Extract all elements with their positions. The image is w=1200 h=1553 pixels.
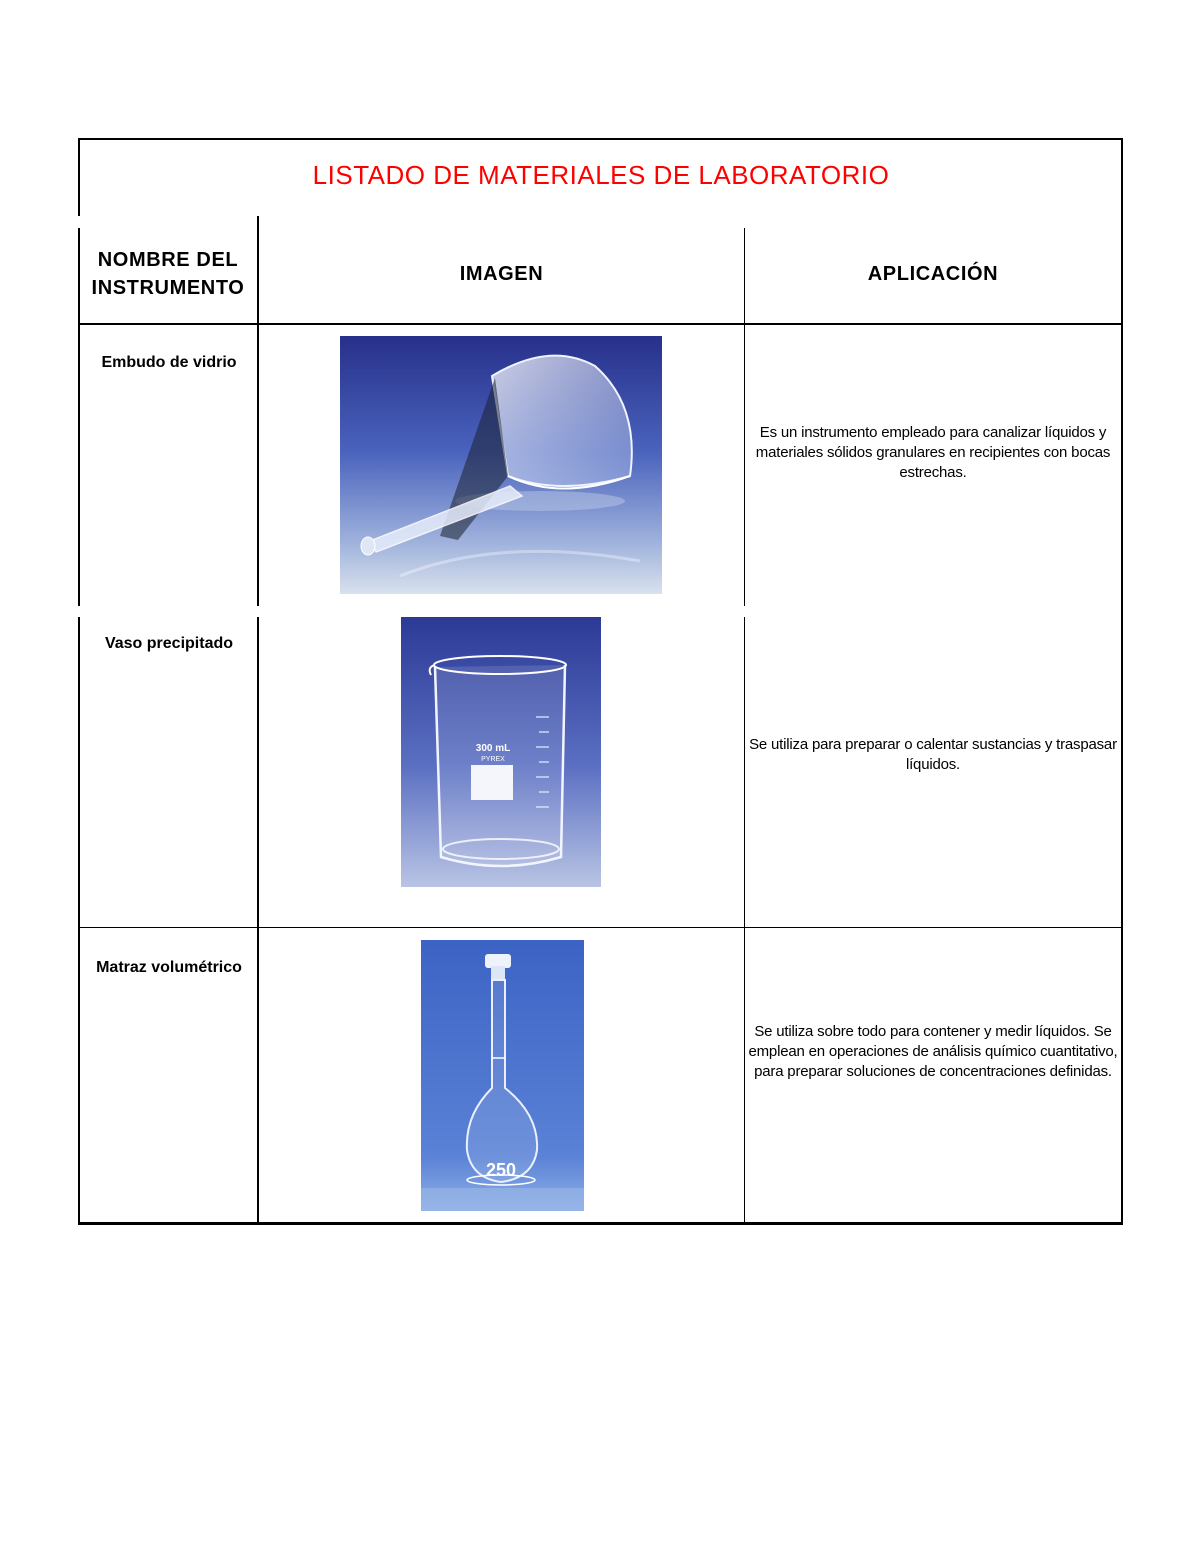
row-1-name: Embudo de vidrio [101, 354, 237, 371]
header-bottom-border [78, 323, 1123, 325]
flask-volume-label: 250 [485, 1160, 517, 1180]
row-2-application: Se utiliza para preparar o calentar sustancias y traspasar líquidos. [749, 736, 1117, 773]
col-divider-2-b [744, 617, 745, 1225]
funnel-image [340, 336, 662, 594]
table-border-right [1121, 138, 1123, 1225]
beaker-volume-label: 300 mL [475, 743, 511, 754]
header-image: IMAGEN [459, 263, 544, 285]
row-1-application: Es un instrumento empleado para canalizar líquidos y materiales sólidos granulares en recipientes con bocas estrechas. [755, 424, 1111, 481]
volumetric-flask-image [421, 940, 584, 1211]
table-border-left-2 [78, 617, 80, 1225]
row-2-bottom-border [78, 927, 1123, 928]
beaker-brand-label: PYREX [481, 756, 505, 763]
row-2-name: Vaso precipitado [104, 635, 234, 652]
table-border-left [78, 228, 80, 606]
table-border-bottom [78, 1222, 1123, 1225]
col-divider-1-b [257, 617, 259, 1225]
row-3-name: Matraz volumétrico [96, 959, 242, 976]
header-application: APLICACIÓN [867, 263, 999, 285]
header-instrument-name: NOMBRE DEL INSTRUMENTO [91, 249, 245, 299]
table-border-top [78, 138, 1123, 140]
row-3-application: Se utiliza sobre todo para contener y medir líquidos. Se emplean en operaciones de análisis químico cuantitativo, para preparar soluciones de concentraciones definidas. [748, 1023, 1118, 1080]
beaker-image [401, 617, 601, 887]
document-title: LISTADO DE MATERIALES DE LABORATORIO [312, 160, 890, 190]
col-divider-1-stub [257, 216, 259, 228]
